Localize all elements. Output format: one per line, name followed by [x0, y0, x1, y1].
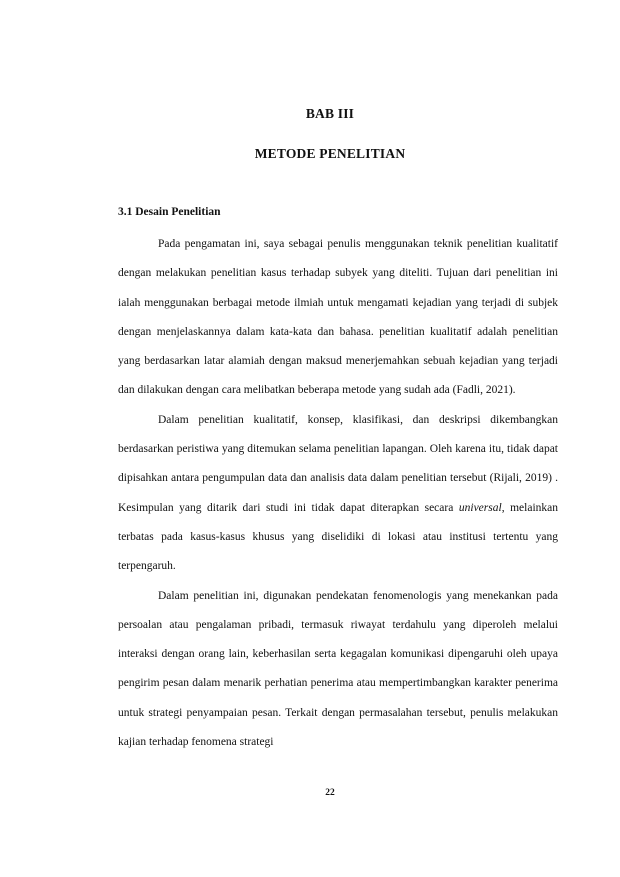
section-heading: 3.1 Desain Penelitian [118, 206, 221, 218]
paragraph-1: Pada pengamatan ini, saya sebagai penulis menggunakan teknik penelitian kualitatif dengan melakukan penelitian kasus terhadap subyek yang diteliti. Tujuan dari penelitian ini ialah menggunakan berbagai metode ilmiah untuk mengamati kejadian yang terjadi di subjek dengan menjelaskannya dalam kata-kata dan bahasa. penelitian kualitatif adalah penelitian yang berdasarkan latar alamiah dengan maksud menerjemahkan sebuah kejadian yang terjadi dan dilakukan dengan cara melibatkan beberapa metode yang sudah ada (Fadli, 2021). [118, 238, 558, 397]
paragraph-2-text-after: , melainkan terbatas pada kasus-kasus khusus yang diselidiki di lokasi atau institusi tertentu yang terpengaruh. [118, 501, 558, 573]
paragraph-3: Dalam penelitian ini, digunakan pendekatan fenomenologis yang menekankan pada persoalan atau pengalaman pribadi, termasuk riwayat terdahulu yang diperoleh melalui interaksi dengan orang lain, keberhasilan serta kegagalan komunikasi dipengaruhi oleh upaya pengirim pesan dalam menarik perhatian penerima atau mempertimbangkan karakter penerima untuk strategi penyampaian pesan. Terkait dengan permasalahan tersebut, penulis melakukan kajian terhadap fenomena strategi [118, 589, 558, 749]
page-number: 22 [325, 788, 335, 798]
paragraph-2-italic-term: universal [458, 501, 502, 514]
paragraph-2-text-before: Dalam penelitian kualitatif, konsep, klasifikasi, dan deskripsi dikembangkan berdasarkan peristiwa yang ditemukan selama penelitian lapangan. Oleh karena itu, tidak dapat dipisahkan antara pengumpulan data dan analisis data dalam penelitian tersebut (Rijali, 2019) . Kesimpulan yang ditarik dari studi ini tidak dapat diterapkan secara [118, 413, 558, 514]
paragraph-2 [118, 406, 558, 582]
chapter-title: METODE PENELITIAN [254, 146, 406, 161]
chapter-label: BAB III [305, 106, 355, 121]
body-text [118, 230, 558, 757]
